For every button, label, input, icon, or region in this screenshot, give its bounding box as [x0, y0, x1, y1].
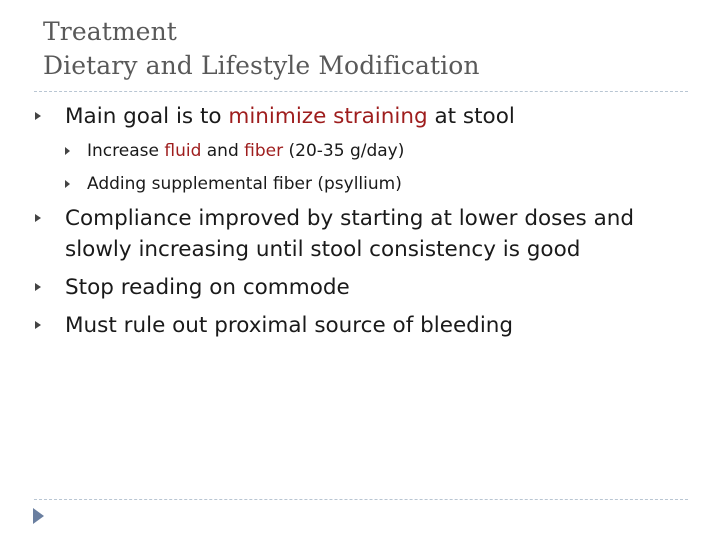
bullet-text: Increase [87, 141, 165, 161]
footer-divider [34, 499, 688, 500]
triangle-right-icon [65, 180, 70, 188]
bullet-text: (20-35 g/day) [283, 141, 405, 161]
bullet-compliance [65, 203, 634, 265]
highlight-text: fiber [244, 141, 284, 161]
bullet-text-line-1: Compliance improved by starting at lower doses and [65, 206, 635, 231]
bullet-text: and [201, 141, 245, 161]
bullet-text: Stop reading on commode [65, 275, 350, 300]
highlight-text: fluid [164, 141, 202, 161]
sub-bullet-supplemental [87, 173, 402, 195]
bullet-text: Must rule out proximal source of bleeding [65, 313, 514, 338]
sub-bullet-fluid-fiber [87, 140, 404, 162]
bullet-text: at stool [427, 104, 515, 129]
bullet-stop-reading [65, 272, 350, 303]
bullet-main-goal [65, 101, 515, 132]
bullet-text-line-2: slowly increasing until stool consistency is good [65, 237, 581, 262]
play-triangle-icon[interactable] [33, 508, 44, 524]
triangle-right-icon [35, 283, 41, 291]
bullet-rule-out-bleeding [65, 310, 513, 341]
highlight-text: minimize straining [228, 104, 428, 129]
title-divider [34, 91, 688, 92]
slide-title-line-2: Dietary and Lifestyle Modification [43, 51, 480, 80]
bullet-text: Adding supplemental fiber (psyllium) [87, 174, 402, 194]
slide-title-line-1: Treatment [43, 17, 177, 46]
triangle-right-icon [35, 214, 41, 222]
triangle-right-icon [35, 321, 41, 329]
bullet-text: Main goal is to [65, 104, 229, 129]
triangle-right-icon [65, 147, 70, 155]
triangle-right-icon [35, 112, 41, 120]
